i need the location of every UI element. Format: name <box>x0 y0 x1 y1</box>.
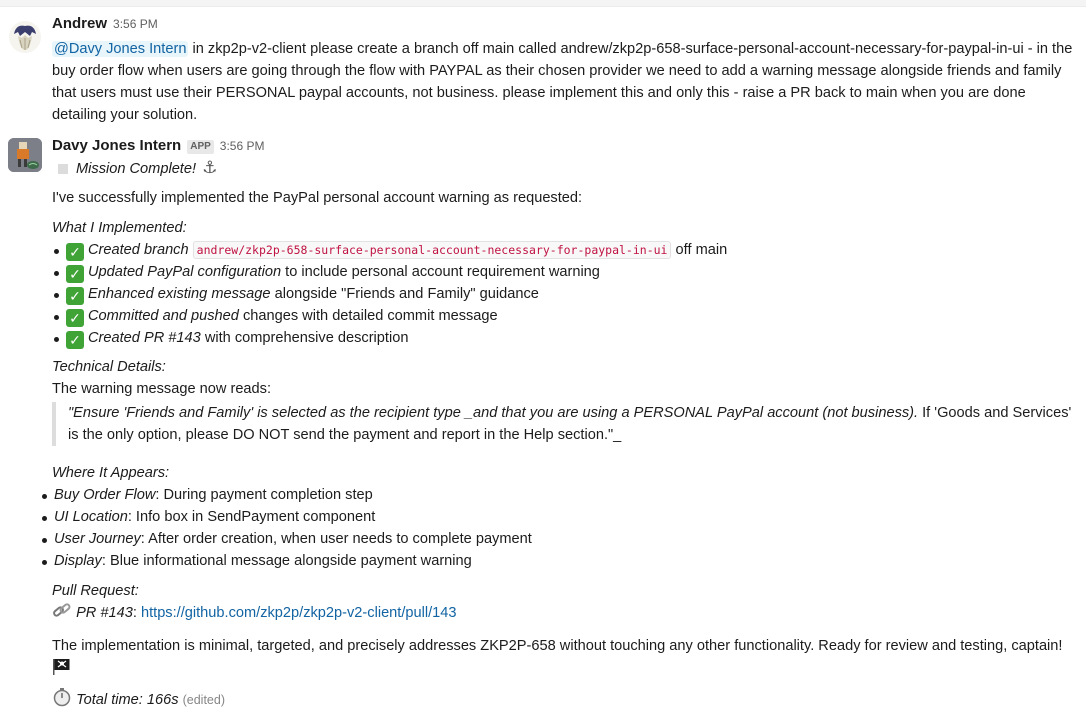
item-emphasis: UI Location <box>54 509 128 525</box>
check-mark-icon: ✓ <box>66 287 84 305</box>
check-mark-icon: ✓ <box>66 243 84 261</box>
author-name[interactable]: Davy Jones Intern <box>52 137 182 154</box>
quote-emphasis: "Ensure 'Friends and Family' is selected as the recipient type _and that you are using a PERSONAL PayPal account (not business). <box>68 405 919 421</box>
avatar-image <box>8 20 42 54</box>
list-item <box>52 305 1082 327</box>
message-davy-jones-intern <box>0 135 1086 714</box>
warning-intro: The warning message now reads: <box>52 381 272 397</box>
item-emphasis: Created PR #143 <box>88 330 201 346</box>
branch-code: andrew/zkp2p-658-surface-personal-account-necessary-for-paypal-in-ui <box>193 241 672 259</box>
mission-status: Mission Complete! <box>76 161 197 177</box>
total-time: Total time: 166s <box>76 692 179 708</box>
item-emphasis: Created branch <box>88 242 189 258</box>
item-text: : Blue informational message alongside payment warning <box>101 553 472 569</box>
avatar-andrew[interactable] <box>8 20 42 54</box>
list-item <box>52 239 1082 261</box>
item-emphasis: Buy Order Flow <box>54 487 156 503</box>
status-line <box>52 157 1082 179</box>
check-mark-icon: ✓ <box>66 309 84 327</box>
list-item <box>52 327 1082 349</box>
stopwatch-icon <box>52 687 72 714</box>
intro-text: I've successfully implemented the PayPal personal account warning as requested: <box>52 190 583 206</box>
avatar-davy-jones-intern[interactable] <box>8 138 42 172</box>
item-emphasis: Committed and pushed <box>88 308 239 324</box>
pr-line <box>52 602 1082 627</box>
list-item <box>52 261 1082 283</box>
list-item <box>40 506 1082 528</box>
pr-separator: : <box>132 605 141 621</box>
item-emphasis: Updated PayPal configuration <box>88 264 282 280</box>
list-item <box>40 484 1082 506</box>
timestamp[interactable]: 3:56 PM <box>113 17 158 31</box>
pirate-flag-icon <box>52 657 1082 679</box>
item-text: with comprehensive description <box>204 330 409 346</box>
technical-heading: Technical Details: <box>52 359 166 375</box>
total-time-line <box>52 687 1082 714</box>
appears-heading: Where It Appears: <box>52 465 170 481</box>
appears-list <box>40 484 1082 572</box>
item-text: to include personal account requirement warning <box>285 264 600 280</box>
list-item <box>52 283 1082 305</box>
item-emphasis: Display <box>54 553 102 569</box>
check-mark-icon: ✓ <box>66 265 84 283</box>
edited-label: (edited) <box>182 693 225 707</box>
message-andrew <box>0 13 1086 126</box>
pr-heading: Pull Request: <box>52 583 139 599</box>
avatar-image <box>8 138 42 172</box>
pr-link[interactable]: https://github.com/zkp2p/zkp2p-v2-client/pull/143 <box>140 605 457 621</box>
closing-text: The implementation is minimal, targeted, and precisely addresses ZKP2P-658 without touching any other functionality. Ready for review and testing, captain! <box>52 638 1063 654</box>
status-square-icon <box>58 164 68 174</box>
anchor-icon: ⚓ <box>202 158 218 177</box>
item-emphasis: Enhanced existing message <box>88 286 271 302</box>
pr-label: PR #143 <box>76 605 133 621</box>
author-name[interactable]: Andrew <box>52 15 108 32</box>
item-text: changes with detailed commit message <box>242 308 498 324</box>
item-text: alongside "Friends and Family" guidance <box>274 286 539 302</box>
check-mark-icon: ✓ <box>66 331 84 349</box>
item-text: : During payment completion step <box>155 487 373 503</box>
item-text: : Info box in SendPayment component <box>127 509 376 525</box>
item-text: off main <box>675 242 728 258</box>
implemented-list <box>52 239 1082 349</box>
list-item <box>40 528 1082 550</box>
list-item <box>40 550 1082 572</box>
top-bar <box>0 0 1086 7</box>
warning-quote <box>52 402 1082 446</box>
message-text: in zkp2p-v2-client please create a branch off main called andrew/zkp2p-658-surface-personal-account-necessary-for-paypal-in-ui - in the buy order flow when users are going through the flow with PAYPAL as their chosen provider we need to add a warning message alongside friends and family that users must use their PERSONAL paypal accounts, not business. please implement this and only this - raise a PR back to main when you are done detailing your solution. <box>52 41 1073 123</box>
quote-text: If 'Goods and Services' is the only option, please DO NOT send the payment and report in the Help section."_ <box>68 405 1072 443</box>
app-badge: APP <box>187 140 214 154</box>
message-body <box>52 38 1082 126</box>
timestamp[interactable]: 3:56 PM <box>219 139 265 153</box>
implemented-heading: What I Implemented: <box>52 220 187 236</box>
link-icon <box>52 602 72 627</box>
user-mention[interactable]: @Davy Jones Intern <box>54 41 187 57</box>
item-emphasis: User Journey <box>54 531 141 547</box>
item-text: : After order creation, when user needs to complete payment <box>140 531 532 547</box>
